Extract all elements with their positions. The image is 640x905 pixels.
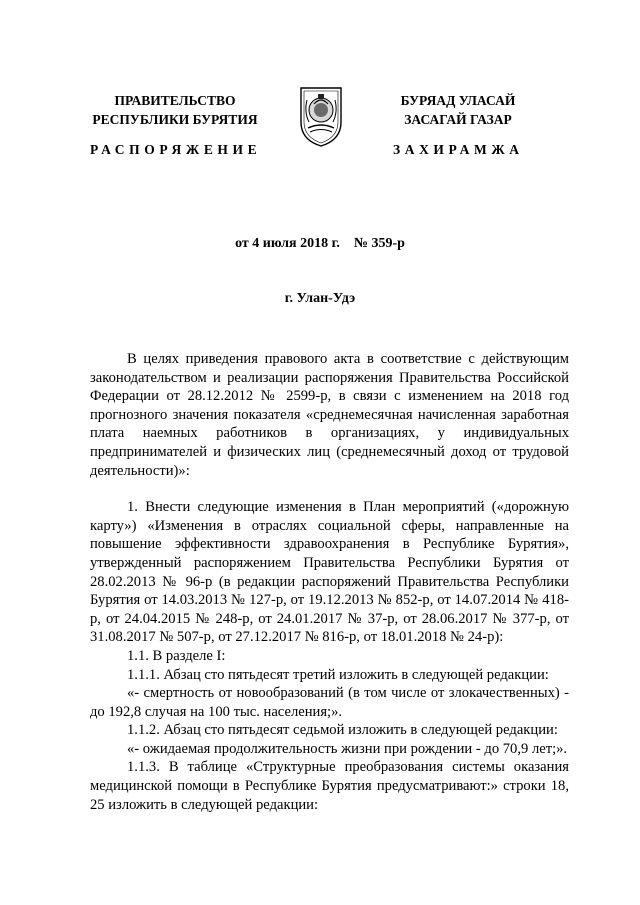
paragraph-item-1: 1. Внести следующие изменения в План мероприятий («дорожную карту») «Изменения в отраслях социальной сферы, направленные на повышение эффективности здравоохранения в Республике Бурятия», утвержденный распоряжением Правительства Республики Бурятия от 28.02.2013 № 96-р (в редакции распоряжений Правительства Республики Бурятия от 14.03.2013 № 127-р, от 19.12.2013 № 852-р, от 14.07.2014 № 418-р, от 24.04.2015 № 248-р, от 24.01.2017 № 37-р, от 28.06.2017 № 377-р, от 31.08.2017 № 507-р, от 27.12.2017 № 816-р, от 18.01.2018 № 24-р): [90,499,569,646]
government-name [90,91,260,129]
quote-life-expectancy: «- ожидаемая продолжительность жизни при рождении - до 70,9 лет;». [127,740,568,757]
paragraph-item-1-1: 1.1. В разделе I: [127,647,226,664]
government-name-line2: РЕСПУБЛИКИ БУРЯТИЯ [92,112,258,127]
government-name-line1: ПРАВИТЕЛЬСТВО [114,93,236,108]
document-type-buryat: ЗАХИРАМЖА [393,142,524,157]
paragraph-item-1-1-2: 1.1.2. Абзац сто пятьдесят седьмой изложить в следующей редакции: [127,722,558,739]
document-body [90,350,569,814]
preamble-paragraph: В целях приведения правового акта в соответствие с действующим законодательством и реализации распоряжения Правительства Российской Федерации от 28.12.2012 № 2599-р, в связи с изменением на 2018 год прогнозного значения показателя «среднемесячная начисленная заработная плата наемных работников в организациях, у индивидуальных предпринимателей и физических лиц (среднемесячный доход от трудовой деятельности)»: [90,351,569,479]
paragraph-item-1-1-3: 1.1.3. В таблице «Структурные преобразования системы оказания медицинской помощи в Республике Бурятия предусматривают:» строки 18, 25 изложить в следующей редакции: [90,759,569,813]
government-name-buryat-line2: ЗАСАГАЙ ГАЗАР [404,112,512,127]
government-name-buryat [373,91,543,129]
quote-mortality: «- смертность от новообразований (в том числе от злокачественных) - до 192,8 случая на 100 тыс. населения;». [90,685,569,720]
document-city: г. Улан-Удэ [284,291,356,306]
coat-of-arms-icon [298,82,344,148]
document-type-ru: РАСПОРЯЖЕНИЕ [90,142,262,157]
paragraph-item-1-1-1: 1.1.1. Абзац сто пятьдесят третий изложить в следующей редакции: [127,666,549,683]
government-name-buryat-line1: БУРЯАД УЛАСАЙ [400,93,516,108]
document-date-number: от 4 июля 2018 г. № 359-р [235,236,405,251]
